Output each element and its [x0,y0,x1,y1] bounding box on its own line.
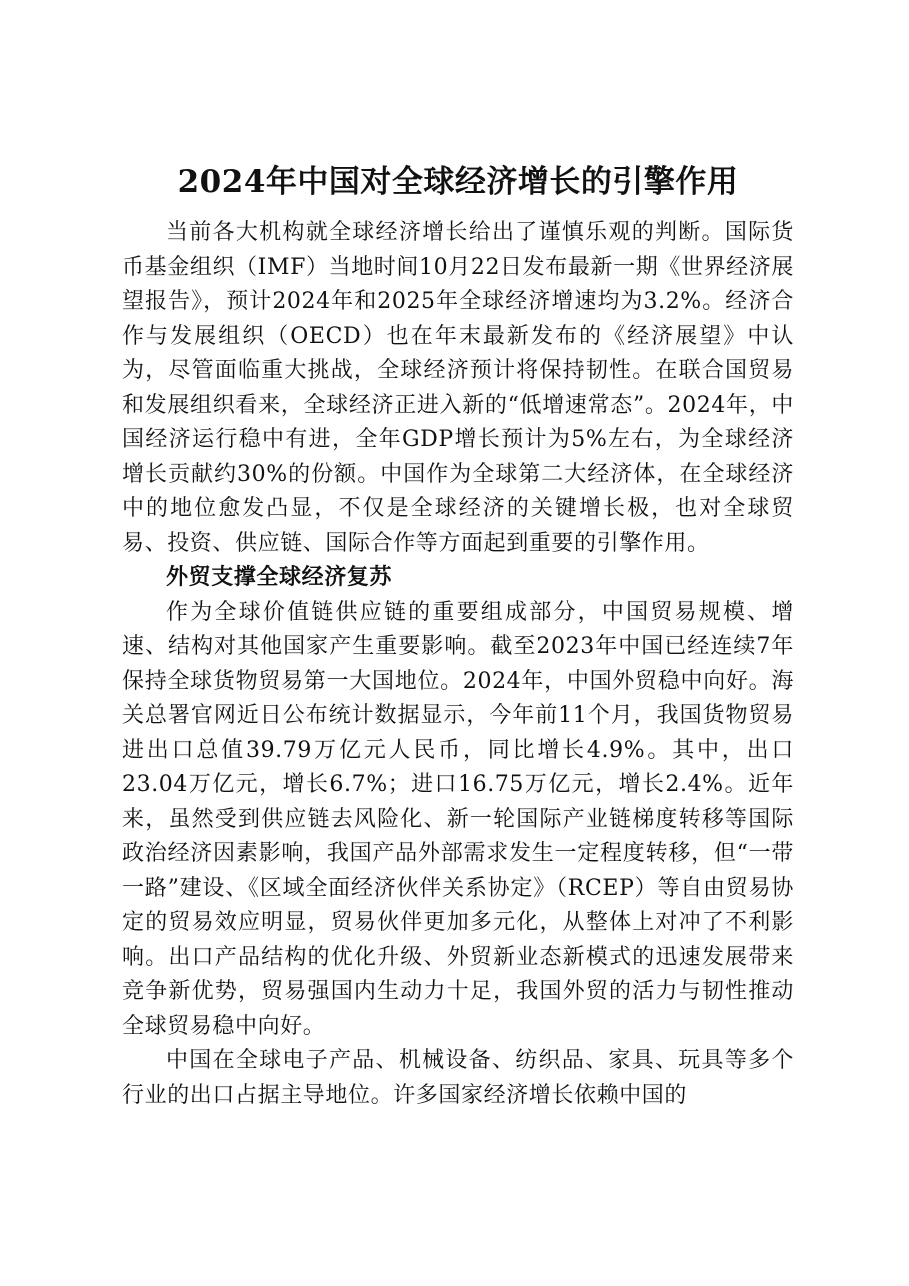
section-heading: 外贸支撑全球经济复苏 [166,565,393,590]
paragraph-exports: 中国在全球电子产品、机械设备、纺织品、家具、玩具等多个行业的出口占据主导地位。许多国家经济增长依赖中国的 [122,1048,794,1108]
paragraph-intro: 当前各大机构就全球经济增长给出了谨慎乐观的判断。国际货币基金组织（IMF）当地时间10月22日发布最新一期《世界经济展望报告》，预计2024年和2025年全球经济增速均为3.2%。经济合作与发展组织（OECD）也在年末最新发布的《经济展望》中认为，尽管面临重大挑战，全球经济预计将保持韧性。在联合国贸易和发展组织看来，全球经济正进入新的“低增速常态”。2024年，中国经济运行稳中有进，全年GDP增长预计为5%左右，为全球经济增长贡献约30%的份额。中国作为全球第二大经济体，在全球经济中的地位愈发凸显，不仅是全球经济的关键增长极，也对全球贸易、投资、供应链、国际合作等方面起到重要的引擎作用。 [122,220,794,556]
paragraph-trade: 作为全球价值链供应链的重要组成部分，中国贸易规模、增速、结构对其他国家产生重要影响。截至2023年中国已经连续7年保持全球货物贸易第一大国地位。2024年，中国外贸稳中向好。海关总署官网近日公布统计数据显示，今年前11个月，我国货物贸易进出口总值39.79万亿元人民币，同比增长4.9%。其中，出口23.04万亿元，增长6.7%；进口16.75万亿元，增长2.4%。近年来，虽然受到供应链去风险化、新一轮国际产业链梯度转移等国际政治经济因素影响，我国产品外部需求发生一定程度转移，但“一带一路”建设、《区域全面经济伙伴关系协定》（RCEP）等自由贸易协定的贸易效应明显，贸易伙伴更加多元化，从整体上对冲了不利影响。出口产品结构的优化升级、外贸新业态新模式的迅速发展带来竞争新优势，贸易强国内生动力十足，我国外贸的活力与韧性推动全球贸易稳中向好。 [122,599,794,1039]
document-page [122,160,794,1113]
document-title: 2024年中国对全球经济增长的引擎作用 [177,164,739,200]
